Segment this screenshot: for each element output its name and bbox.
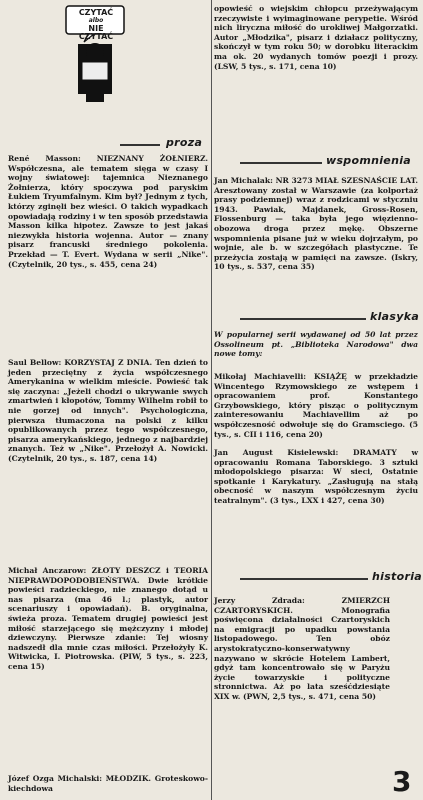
entry-michalski: [8, 774, 208, 793]
entry-michalski-cont-text: opowieść o wiejskim chłopcu przeżywającym rzeczywiste i wyimaginowane perypetie. Wśród nich liryczna miłość do urokliwej Małgorzatki. Autor „Młodzika", pisarz i działacz polityczny, skończył w tym roku 50; w dorobku literackim ma ok. 20 wydanych tomów poezji i prozy. (LSW, 5 tys., s. 171, cena 10): [214, 4, 418, 71]
logo-line-1: CZYTAĆ: [78, 8, 114, 17]
proza-rule: [120, 144, 160, 146]
entry-machiavelli-text: Mikołaj Machiavelli: KSIĄŻĘ w przekładzie Wincentego Rzymowskiego ze wstępem i opracowaniem prof. Konstantego Grzybowskiego, który pisząc o politycznym zainteresowaniu Machiavellim aż po współczesność odwołuje się do Gramsciego. (5 tys., s. CII i 116, cena 20): [214, 372, 418, 439]
entry-anczarow: [8, 566, 208, 672]
entry-michalak-text: Jan Michalak: NR 3273 MIAŁ SZESNAŚCIE LAT. Aresztowany został w Warszawie (za kolportaż prasy podziemnej) wraz z rodzicami w styczniu 1943. Pawiak, Majdanek, Gross-Rosen, Flossenburg — taka była jego więzienno-obozowa droga przez mękę. Obszerne wspomnienia pisane już w wieku dojrzałym, po wojnie, ale b. w szczegółach plastyczne. Te przeżycia zostają w pamięci na zawsze. (Iskry, 10 tys., s. 537, cena 35): [214, 176, 418, 272]
klasyka-rule: [240, 318, 366, 320]
page-number: 3: [392, 765, 412, 798]
wspomnienia-rule: [240, 162, 322, 164]
entry-machiavelli: [214, 372, 418, 439]
section-heading-klasyka: klasyka: [370, 310, 420, 323]
entry-michalski-text: Józef Ozga Michalski: MŁODZIK. Groteskowo-kiechdowa: [8, 774, 208, 793]
entry-michalak: [214, 176, 418, 272]
section-heading-proza: proza: [166, 136, 203, 149]
entry-anczarow-text: Michał Anczarow: ZŁOTY DESZCZ i TEORIA NIEPRAWDOPODOBIEŃSTWA. Dwie krótkie powieści radzieckiego, nie znanego dotąd u nas pisarza (ma 46 l.; plastyk, autor scenariuszy i opowiadań). B. oryginalna, świeża proza. Tematem drugiej powieści jest miłość starzejącego się mężczyzny i młodej dziewczyny. Pierwsze zdanie: Tej wiosny nadszedł dla mnie czas miłości. Przełożyły K. Witwicka, I. Piotrowska. (PIW, 5 tys., s. 223, cena 15): [8, 566, 208, 671]
section-heading-historia: historia: [372, 570, 422, 583]
entry-zdrada: [214, 596, 390, 702]
logo-line-2: albo: [88, 17, 104, 24]
entry-michalski-cont: [214, 4, 418, 71]
section-heading-wspomnienia: wspomnienia: [326, 154, 411, 167]
entry-ossolineum-intro: [214, 330, 418, 359]
historia-rule: [240, 578, 368, 580]
entry-ossolineum-text: W popularnej serii wydawanej od 50 lat przez Ossolineum pt. „Biblioteka Narodowa" dwa nowe tomy:: [214, 330, 418, 359]
entry-bellow: [8, 358, 208, 464]
column-divider: [211, 0, 212, 800]
logo-czytac-albo-nie-czytac: [58, 4, 130, 108]
entry-bellow-text: Saul Bellow: KORZYSTAJ Z DNIA. Ten dzień to jeden przeciętny z życia współczesnego Amerykanina w wielkim mieście. Powieść tak się zaczyna: „Jeżeli chodzi o ukrywanie swych zmartwień i kłopotów, Tommy Wilhelm robił to nie gorzej od innych". Psychologiczna, pierwsza tłumaczona na polski z kilku opublikowanych przez tego współczesnego, pisarza amerykańskiego, jednego z najbardziej znanych. Też w „Nike". Przełożył A. Nowicki. (Czytelnik, 20 tys., s. 187, cena 14): [8, 358, 208, 463]
entry-zdrada-text: Jerzy Zdrada: ZMIERZCH CZARTORYSKICH. Monografia poświęcona działalności Czartoryskich na emigracji po upadku powstania listopadowego. Ten obóz arystokratyczno-konserwatywny nazywano w skrócie Hotelem Lambert, gdyż tam koncentrowało się w Paryżu życie towarzyskie i polityczne stronnictwa. Aż po lata sześćdziesiąte XIX w. (PWN, 2,5 tys., s. 471, cena 50): [214, 596, 390, 701]
logo-line-3: NIE CZYTAĆ: [78, 24, 114, 41]
entry-masson-text: René Masson: NIEZNANY ŻOŁNIERZ. Współczesna, ale tematem sięga w czasy I wojny światowej: tajemnica Nieznanego Żołnierza, który spoczywa pod paryskim Łukiem Tryumfalnym. Kim był? Jednym z tych, którzy zginęli bez wieści. O takich wypadkach opowiadają rodziny i w ten sposób przedstawia Masson kilka hipotez. Zawsze to jest jakaś niezwykła historia wojenna. Autor — znany pisarz francuski średniego pokolenia. Przekład — T. Evert. Wydana w serii „Nike". (Czytelnik, 20 tys., s. 455, cena 24): [8, 154, 208, 269]
entry-kisielewski-text: Jan August Kisielewski: DRAMATY w opracowaniu Romana Taborskiego. 3 sztuki młodopolskiego pisarza: W sieci, Ostatnie spotkanie i Karykatury. „Zasługują na stałą obecność w naszym współczesnym życiu teatralnym". (3 tys., LXX i 427, cena 30): [214, 448, 418, 505]
entry-kisielewski: [214, 448, 418, 506]
entry-masson: [8, 154, 208, 269]
